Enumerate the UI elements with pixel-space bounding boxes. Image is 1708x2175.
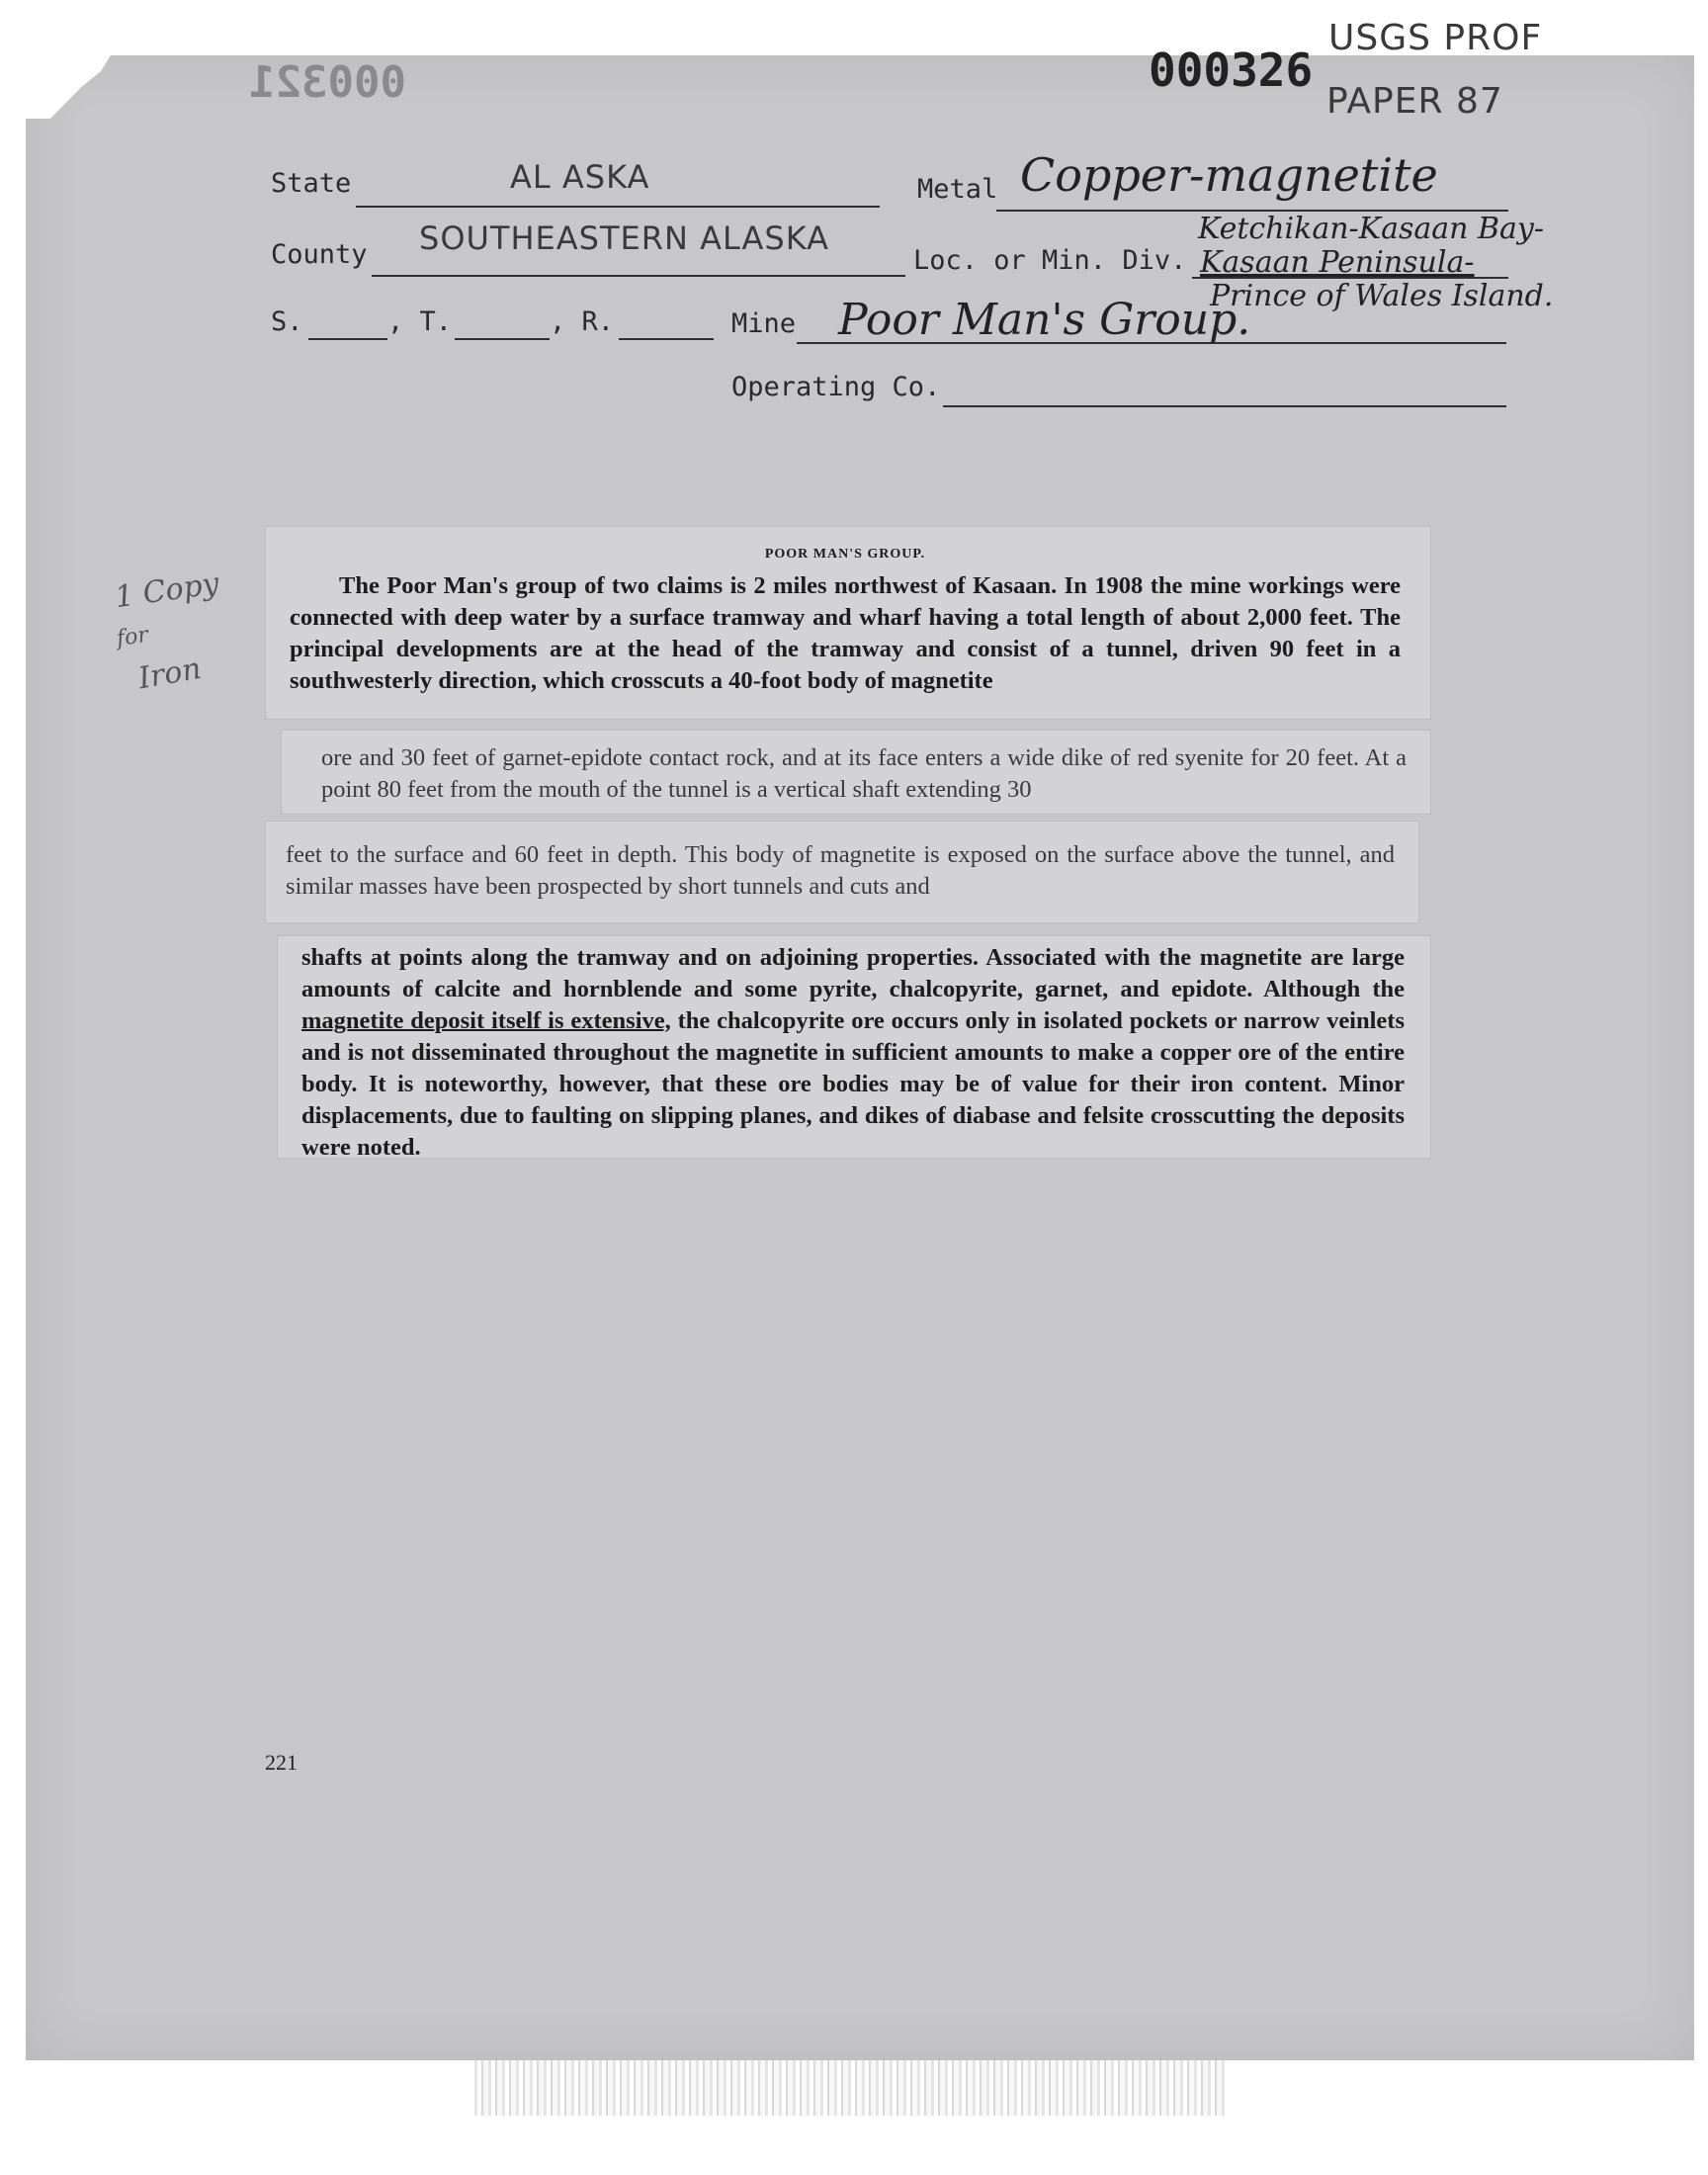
clipping-paragraph-3 (265, 821, 1419, 923)
clipping-text-4b: the chalcopyrite ore occurs only in isolated pockets or narrow veinlets and is not disseminated throughout the magnetite in sufficient amounts to make a copper ore of the entire body. It is noteworthy, however, that these ore bodies may be of value for their iron content. Minor displacements, due to faulting on slipping planes, and dikes of diabase and felsite crosscutting the deposits were noted. (301, 1007, 1405, 1161)
mine-value: Poor Man's Group. (838, 295, 1251, 345)
document-number: 000326 (1149, 44, 1314, 97)
range-line (619, 338, 714, 340)
state-label: State (271, 168, 352, 199)
loc-value-line1: Ketchikan-Kasaan Bay- (1198, 212, 1544, 246)
clipping-text-4a: shafts at points along the tramway and on adjoining properties. Associated with the magnetite are large amounts of calcite and hornblende and some pyrite, chalcopyrite, garnet, and epidote. Although the (301, 944, 1405, 1002)
page-number: 221 (265, 1750, 298, 1775)
loc-label: Loc. or Min. Div. (913, 245, 1187, 276)
margin-note-line1: 1 Copy (113, 566, 221, 616)
clipping-paragraph-4 (277, 935, 1431, 1159)
operating-co-line (943, 405, 1506, 407)
loc-value-line3: Prince of Wales Island. (1210, 279, 1554, 313)
county-label: County (271, 239, 368, 270)
usgs-stamp-line1: USGS PROF (1328, 18, 1543, 58)
county-value: SOUTHEASTERN ALASKA (419, 219, 830, 257)
loc-value-line2: Kasaan Peninsula- (1200, 245, 1475, 280)
clipping-title: POOR MAN'S GROUP. (764, 547, 926, 562)
margin-note-line2: for (115, 622, 150, 652)
section-label: S. (271, 306, 303, 337)
scan-artifact (474, 2060, 1226, 2116)
bleed-through-number: 000321 (249, 57, 406, 108)
township-line (455, 338, 550, 340)
range-label: , R. (550, 306, 615, 337)
metal-label: Metal (917, 174, 998, 205)
usgs-stamp-line2: PAPER 87 (1326, 81, 1503, 122)
clipping-paragraph-2 (281, 730, 1431, 815)
metal-value: Copper-magnetite (1020, 148, 1438, 202)
township-label: , T. (387, 306, 453, 337)
clipping-paragraph-1 (265, 526, 1431, 720)
clipping-text-3: feet to the surface and 60 feet in depth. This body of magnetite is exposed on the surface above the tunnel, and similar masses have been prospected by short tunnels and cuts and (286, 841, 1395, 900)
section-line (308, 338, 387, 340)
clipping-text-1: The Poor Man's group of two claims is 2 miles northwest of Kasaan. In 1908 the mine workings were connected with deep water by a surface tramway and wharf having a total length of about 2,000 feet. The principal developments are at the head of the tramway and consist of a tunnel, driven 90 feet in a southwesterly direction, which crosscuts a 40-foot body of magnetite (290, 572, 1401, 694)
margin-note-line3: Iron (135, 651, 205, 697)
county-line (372, 275, 905, 277)
state-value: AL ASKA (510, 158, 650, 196)
clipping-underlined-phrase: magnetite deposit itself is extensive, (301, 1007, 671, 1034)
clipping-text-2: ore and 30 feet of garnet-epidote contact rock, and at its face enters a wide dike of red syenite for 20 feet. At a point 80 feet from the mouth of the tunnel is a vertical shaft extending 30 (321, 744, 1407, 803)
mine-label: Mine (731, 308, 797, 339)
operating-co-label: Operating Co. (731, 372, 941, 402)
state-line (356, 206, 880, 208)
